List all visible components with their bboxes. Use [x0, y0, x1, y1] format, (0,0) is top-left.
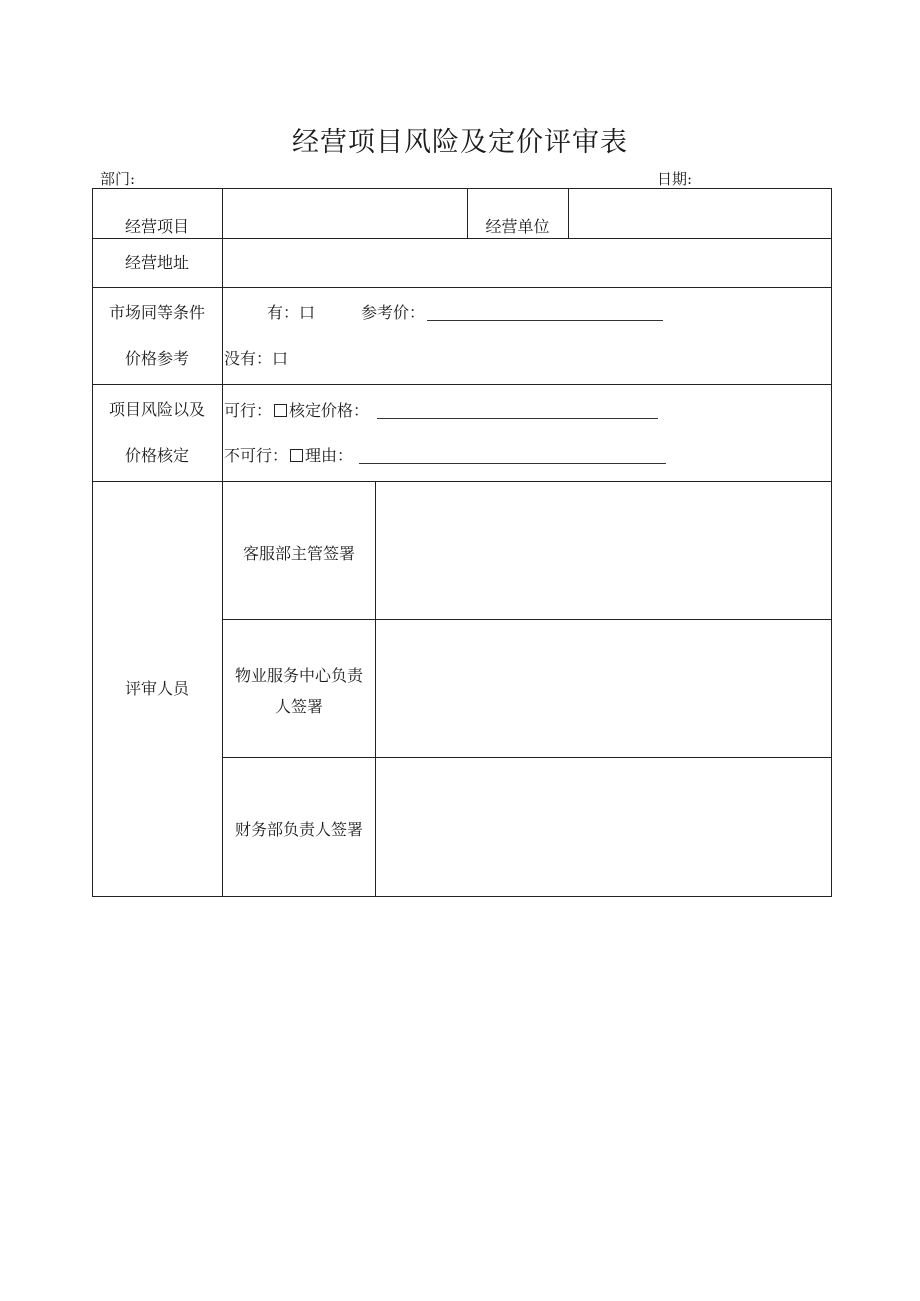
risk-label-line-1: 项目风险以及 — [108, 400, 205, 419]
risk-feasible-option[interactable] — [224, 401, 369, 421]
risk-reason-label: 理由： — [305, 446, 354, 465]
table-right-border — [831, 188, 832, 897]
table-left-border — [92, 188, 93, 897]
risk-approved-price-label: 核定价格： — [289, 401, 370, 420]
project-label: 经营项目 — [124, 217, 189, 236]
table-bottom-border — [92, 896, 832, 897]
market-label-line-1: 市场同等条件 — [108, 303, 205, 322]
checkbox-icon[interactable] — [290, 449, 303, 462]
market-reference-price-line[interactable] — [427, 320, 663, 321]
property-center-signature-label-line-1: 物业服务中心负责 — [234, 666, 363, 685]
finance-signature-label: 财务部负责人签署 — [234, 820, 363, 839]
checkbox-icon[interactable] — [274, 404, 287, 417]
department-label: 部门: — [100, 170, 136, 188]
market-label-line-2: 价格参考 — [124, 349, 189, 368]
market-no-option[interactable]: 没有：口 — [224, 349, 289, 368]
service-supervisor-signature-field[interactable] — [376, 482, 831, 619]
risk-infeasible-label: 不可行： — [224, 446, 289, 465]
service-supervisor-signature-label: 客服部主管签署 — [242, 544, 355, 563]
label-column-divider — [222, 188, 223, 897]
risk-reason-line[interactable] — [359, 463, 666, 464]
risk-feasible-label: 可行： — [224, 401, 273, 420]
address-value-cell[interactable] — [223, 239, 831, 287]
address-label: 经营地址 — [124, 253, 189, 272]
property-center-signature-field[interactable] — [376, 620, 831, 757]
finance-signature-field[interactable] — [376, 758, 831, 896]
risk-approved-price-line[interactable] — [377, 418, 658, 419]
project-value-cell[interactable] — [223, 189, 467, 238]
property-center-signature-label-line-2: 人签署 — [274, 697, 323, 716]
unit-label: 经营单位 — [485, 217, 550, 236]
risk-infeasible-option[interactable] — [224, 446, 353, 466]
risk-label-line-2: 价格核定 — [124, 446, 189, 465]
date-label: 日期: — [657, 170, 693, 188]
market-reference-price-label: 参考价： — [361, 303, 426, 322]
reviewers-label: 评审人员 — [124, 679, 189, 698]
market-yes-option[interactable]: 有：口 — [267, 303, 316, 322]
form-title: 经营项目风险及定价评审表 — [292, 127, 628, 158]
row-divider-2 — [92, 287, 832, 288]
row-divider-3 — [92, 384, 832, 385]
unit-value-cell[interactable] — [569, 189, 831, 238]
